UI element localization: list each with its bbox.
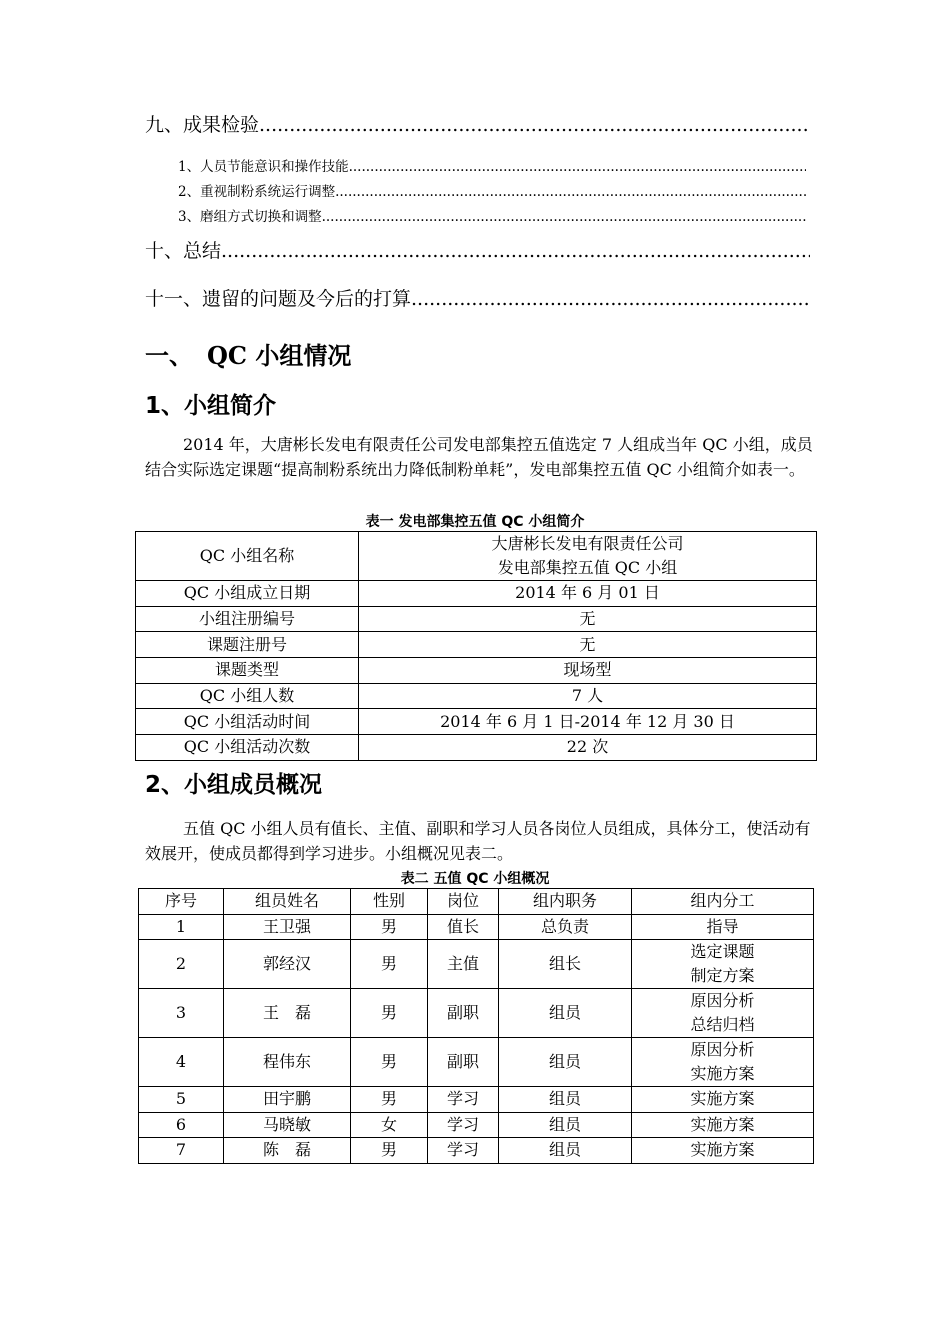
toc-leader-dots [259, 114, 810, 136]
table-value-cell: 7 人 [359, 683, 817, 709]
toc-subitem-3[interactable] [178, 205, 806, 225]
toc-leader-dots [221, 240, 810, 262]
table-cell: 组员 [499, 1038, 632, 1087]
section-title: QC 小组情况 [207, 341, 352, 370]
column-header: 组员姓名 [224, 889, 351, 915]
table-cell: 组员 [499, 1087, 632, 1113]
table-cell: 男 [351, 940, 428, 989]
table-row [136, 581, 817, 607]
table-row [139, 989, 814, 1038]
table-row [139, 1138, 814, 1164]
cell-line: 制定方案 [690, 966, 755, 985]
table-value-cell: 22 次 [359, 735, 817, 761]
cell-line: 实施方案 [690, 1064, 755, 1083]
table-key-cell: QC 小组名称 [136, 532, 359, 581]
column-header: 组内分工 [632, 889, 814, 915]
table1-caption: 表一 发电部集控五值 QC 小组简介 [365, 514, 585, 530]
table-row [139, 940, 814, 989]
table-row [139, 914, 814, 940]
table-cell: 组员 [499, 1138, 632, 1164]
table-cell: 程伟东 [224, 1038, 351, 1087]
table-value-cell: 2014 年 6 月 1 日-2014 年 12 月 30 日 [359, 709, 817, 735]
column-header: 序号 [139, 889, 224, 915]
toc-label: 九、成果检验 [145, 114, 260, 136]
group-intro-table [135, 531, 817, 761]
table-row [136, 532, 817, 581]
table-cell: 男 [351, 1038, 428, 1087]
toc-label: 十一、遗留的问题及今后的打算 [145, 288, 412, 310]
toc-leader-dots [322, 209, 806, 225]
toc-leader-dots [411, 288, 810, 310]
members-paragraph [145, 816, 817, 866]
table-key-cell: QC 小组人数 [136, 683, 359, 709]
toc-label: 十、总结 [145, 240, 222, 262]
table-cell: 组员 [499, 1112, 632, 1138]
toc-subitem-2[interactable] [178, 180, 806, 200]
table-row [136, 735, 817, 761]
table-key-cell: QC 小组活动次数 [136, 735, 359, 761]
members-paragraph-text: 五值 QC 小组人员有值长、主值、副职和学习人员各岗位人员组成，具体分工，使活动有效展开，使成员都得到学习进步。小组概况见表二。 [145, 819, 811, 863]
table-cell: 组长 [499, 940, 632, 989]
cell-line: 原因分析 [690, 991, 755, 1010]
table-value-line: 大唐彬长发电有限责任公司 [491, 534, 684, 553]
toc-item-9[interactable] [145, 110, 810, 137]
toc-subitem-1[interactable] [178, 155, 806, 175]
table-row [139, 1112, 814, 1138]
table-row [136, 632, 817, 658]
cell-line: 原因分析 [690, 1040, 755, 1059]
table-cell: 5 [139, 1087, 224, 1113]
table-key-cell: 课题类型 [136, 658, 359, 684]
table-key-cell: QC 小组成立日期 [136, 581, 359, 607]
table-row [136, 606, 817, 632]
table-key-cell: 课题注册号 [136, 632, 359, 658]
subsection-heading-members: 2、小组成员概况 [145, 772, 323, 798]
section-number: 一、 [145, 341, 193, 370]
table-value-line: 发电部集控五值 QC 小组 [497, 558, 678, 577]
table-cell: 男 [351, 989, 428, 1038]
toc-label: 3、磨组方式切换和调整 [178, 209, 322, 225]
toc-label: 1、人员节能意识和操作技能 [178, 159, 349, 175]
table-cell: 学习 [428, 1087, 499, 1113]
table-cell: 副职 [428, 989, 499, 1038]
column-header: 组内职务 [499, 889, 632, 915]
toc-leader-dots [335, 184, 806, 200]
table-cell: 主值 [428, 940, 499, 989]
intro-paragraph [145, 432, 817, 482]
table-cell: 男 [351, 914, 428, 940]
section-heading [145, 336, 351, 371]
column-header: 岗位 [428, 889, 499, 915]
table-cell: 2 [139, 940, 224, 989]
table-cell [632, 1038, 814, 1087]
table-cell: 值长 [428, 914, 499, 940]
table-value-cell [359, 532, 817, 581]
subsection-heading-intro: 1、小组简介 [145, 393, 277, 419]
table-cell: 学习 [428, 1112, 499, 1138]
table-cell: 学习 [428, 1138, 499, 1164]
table-cell: 实施方案 [632, 1138, 814, 1164]
table-value-cell: 无 [359, 632, 817, 658]
table-cell: 总负责 [499, 914, 632, 940]
table-cell: 4 [139, 1038, 224, 1087]
table-cell: 6 [139, 1112, 224, 1138]
toc-item-10[interactable] [145, 236, 810, 263]
intro-paragraph-text: 2014 年，大唐彬长发电有限责任公司发电部集控五值选定 7 人组成当年 QC 小组，成员结合实际选定课题“提高制粉系统出力降低制粉单耗”，发电部集控五值 QC 小组简介如表一。 [145, 435, 813, 479]
table-cell: 男 [351, 1138, 428, 1164]
table-cell: 组员 [499, 989, 632, 1038]
table-cell: 女 [351, 1112, 428, 1138]
table-header-row [139, 889, 814, 915]
toc-label: 2、重视制粉系统运行调整 [178, 184, 336, 200]
table-cell: 王 磊 [224, 989, 351, 1038]
table-cell: 郭经汉 [224, 940, 351, 989]
table-row [136, 709, 817, 735]
table-cell [632, 940, 814, 989]
cell-line: 选定课题 [690, 942, 755, 961]
toc-item-11[interactable] [145, 284, 810, 311]
cell-line: 总结归档 [690, 1015, 755, 1034]
table-cell: 7 [139, 1138, 224, 1164]
table-cell: 3 [139, 989, 224, 1038]
table-cell: 田宇鹏 [224, 1087, 351, 1113]
toc-leader-dots [349, 159, 806, 175]
table-cell: 1 [139, 914, 224, 940]
column-header: 性别 [351, 889, 428, 915]
table-row [139, 1038, 814, 1087]
table-value-cell: 无 [359, 606, 817, 632]
table-cell: 陈 磊 [224, 1138, 351, 1164]
table-cell: 指导 [632, 914, 814, 940]
table-cell: 马晓敏 [224, 1112, 351, 1138]
table-cell [632, 989, 814, 1038]
table-cell: 王卫强 [224, 914, 351, 940]
table-key-cell: QC 小组活动时间 [136, 709, 359, 735]
table-key-cell: 小组注册编号 [136, 606, 359, 632]
table-cell: 副职 [428, 1038, 499, 1087]
table-cell: 男 [351, 1087, 428, 1113]
table-value-cell: 现场型 [359, 658, 817, 684]
table-row [139, 1087, 814, 1113]
table-row [136, 683, 817, 709]
table-row [136, 658, 817, 684]
table-cell: 实施方案 [632, 1087, 814, 1113]
table-value-cell: 2014 年 6 月 01 日 [359, 581, 817, 607]
members-table [138, 888, 814, 1164]
table2-caption: 表二 五值 QC 小组概况 [400, 871, 550, 887]
table-cell: 实施方案 [632, 1112, 814, 1138]
